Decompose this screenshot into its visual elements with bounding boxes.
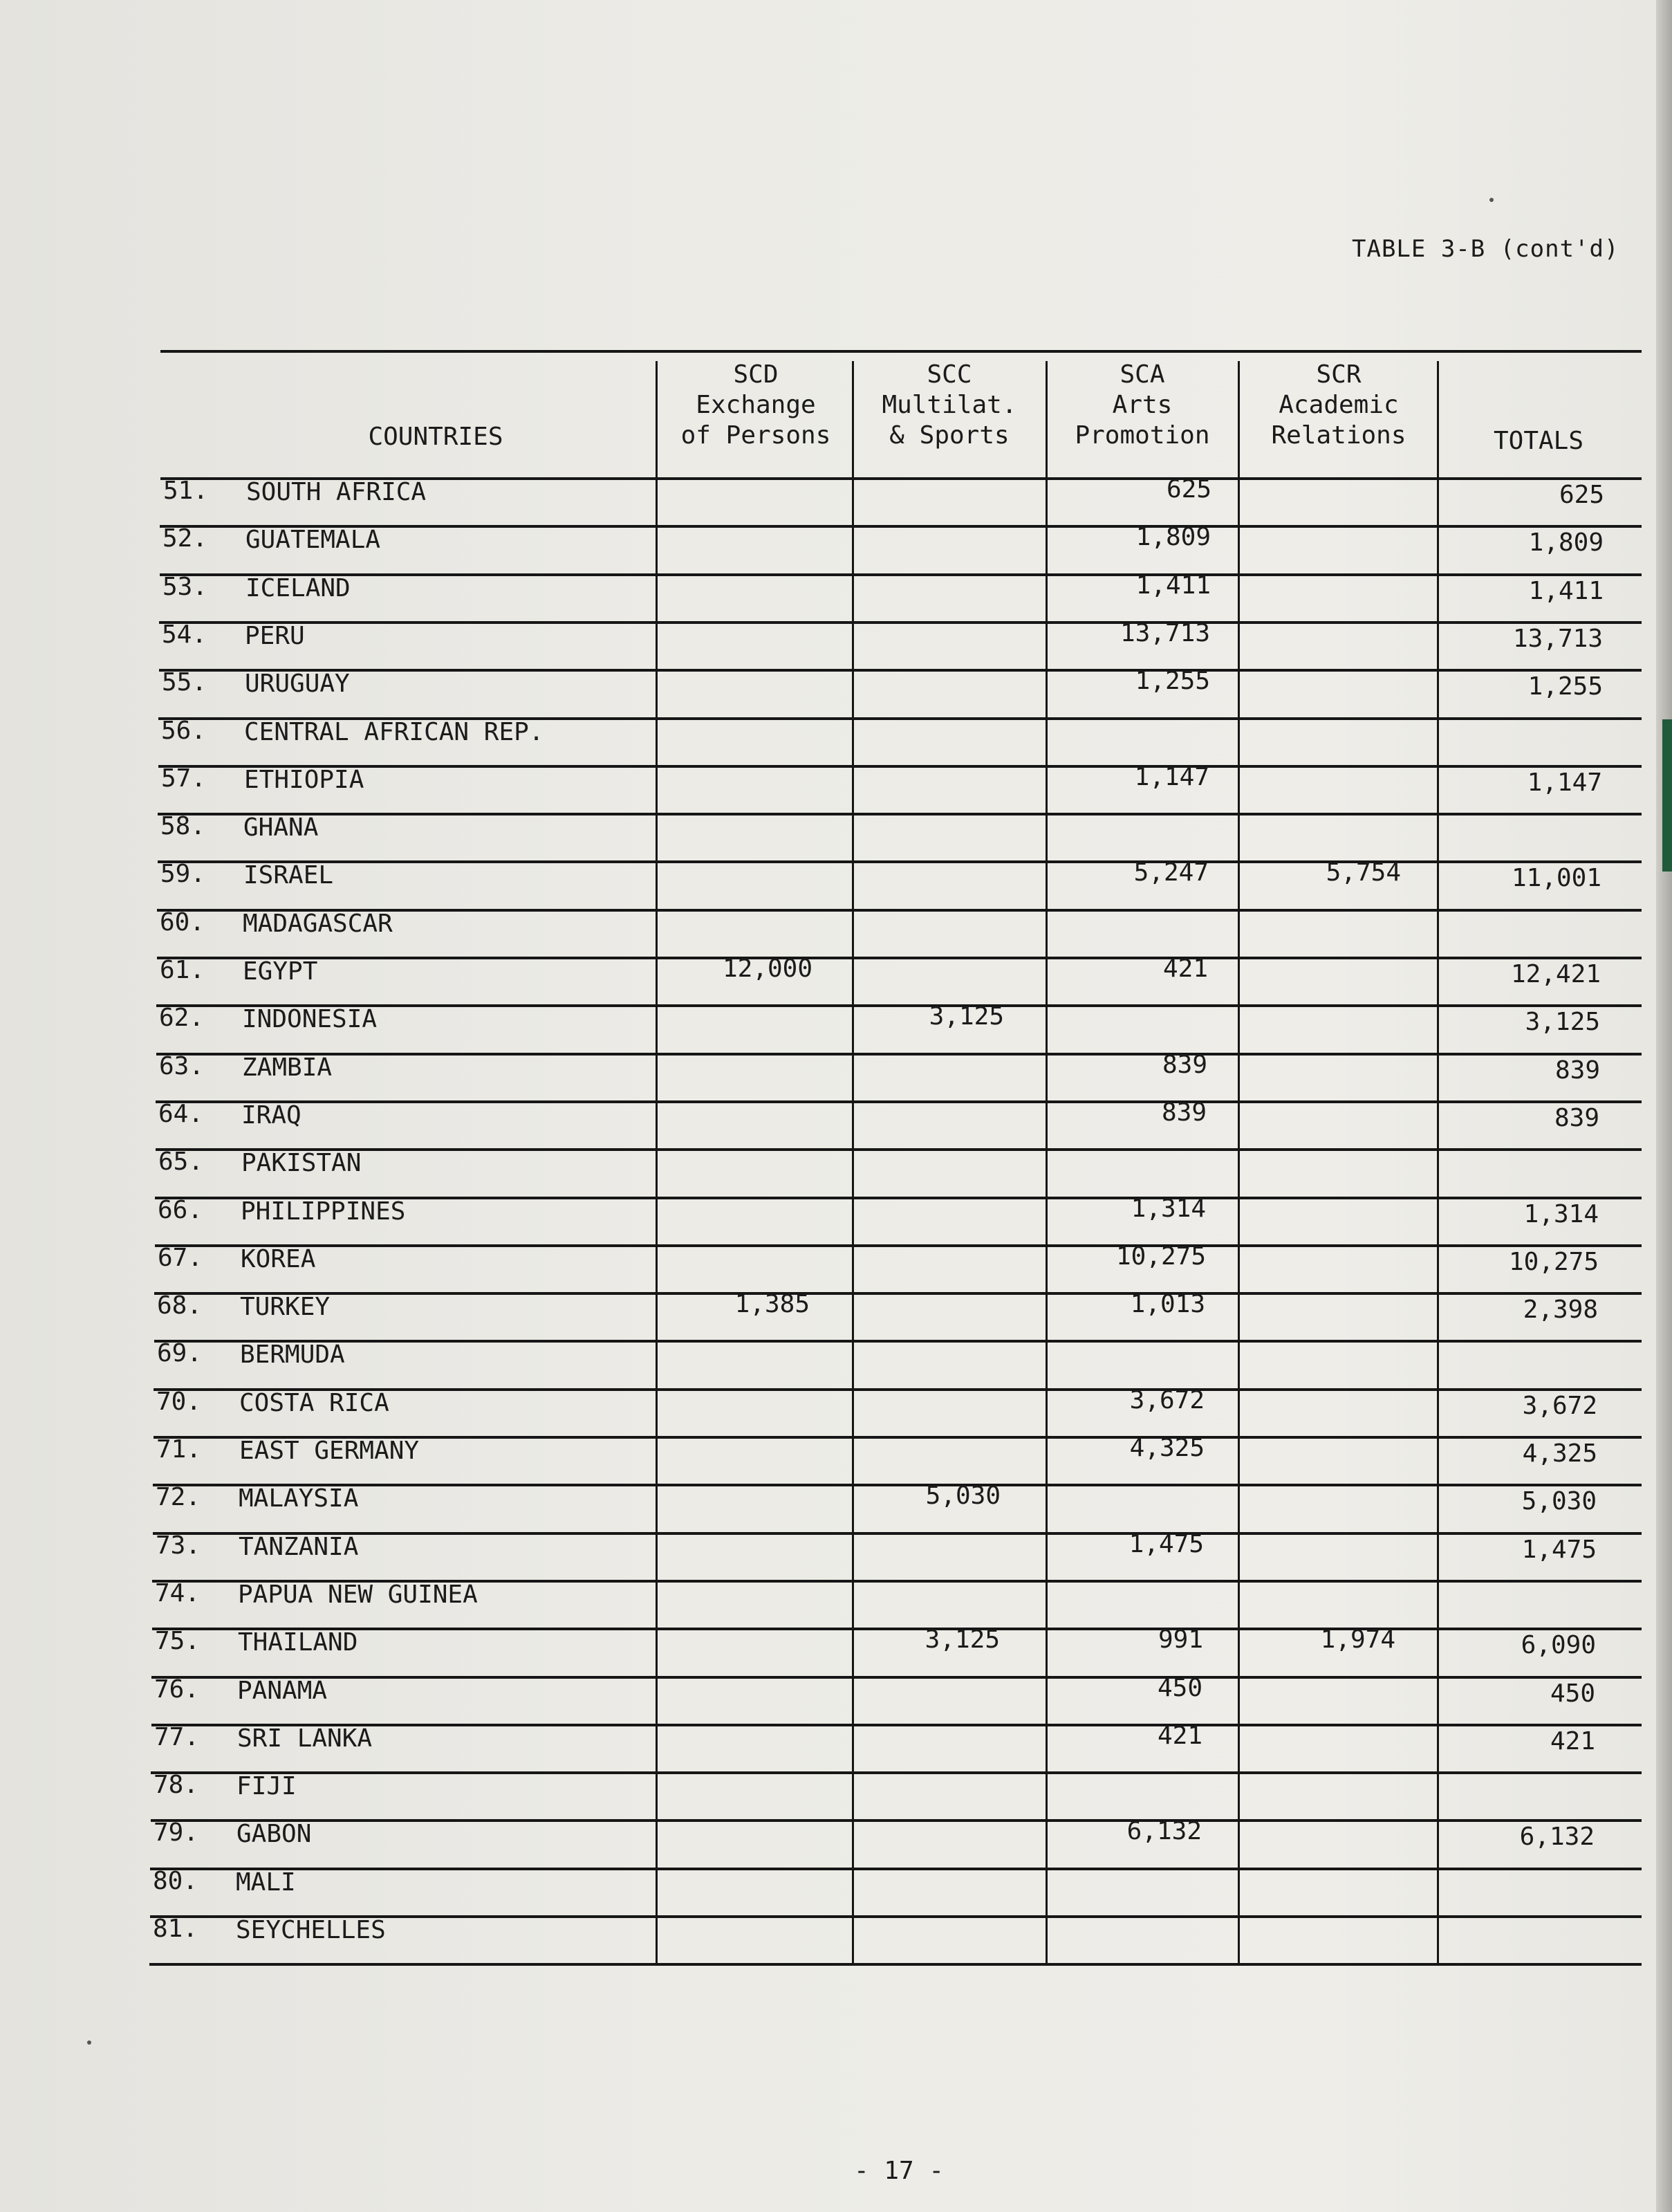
header-scr: SCR Academic Relations [1271, 360, 1406, 450]
header-scc: SCC Multilat. & Sports [882, 360, 1017, 450]
scd-value: 12,000 [722, 955, 812, 983]
country-name: BERMUDA [240, 1340, 345, 1370]
total-value: 5,030 [1521, 1487, 1597, 1516]
sca-value: 1,147 [1134, 762, 1209, 791]
page-number: - 17 - [853, 2157, 945, 2185]
sca-value: 6,132 [1126, 1817, 1202, 1846]
country-name: GHANA [243, 813, 319, 842]
row-rule [156, 1100, 1642, 1103]
total-value: 10,275 [1508, 1247, 1599, 1276]
total-value: 1,475 [1521, 1535, 1597, 1564]
total-value: 13,713 [1512, 624, 1603, 653]
scc-value: 5,030 [925, 1482, 1001, 1511]
country-name: SOUTH AFRICA [246, 478, 427, 506]
scd-value: 1,385 [734, 1290, 810, 1319]
row-number: 64. [158, 1099, 204, 1128]
row-number: 65. [158, 1148, 204, 1177]
column-rule [656, 361, 658, 1963]
header-countries: COUNTRIES [368, 423, 503, 451]
country-name: PERU [245, 621, 305, 650]
sca-value: 450 [1157, 1673, 1202, 1702]
row-number: 77. [154, 1722, 200, 1751]
row-rule [156, 1053, 1642, 1056]
row-number: 68. [157, 1291, 203, 1320]
row-rule [151, 1676, 1642, 1679]
row-rule [157, 957, 1642, 959]
row-number: 62. [159, 1004, 205, 1033]
row-number: 55. [162, 668, 207, 697]
total-value: 6,132 [1519, 1823, 1595, 1852]
row-number: 76. [154, 1675, 200, 1704]
country-name: ETHIOPIA [244, 765, 364, 794]
row-rule [159, 621, 1642, 624]
row-number: 51. [163, 477, 209, 505]
total-value: 839 [1554, 1103, 1599, 1132]
row-number: 52. [162, 524, 208, 553]
row-number: 72. [156, 1483, 201, 1512]
sca-value: 3,672 [1129, 1385, 1205, 1414]
country-name: ZAMBIA [242, 1053, 333, 1082]
row-rule [160, 525, 1642, 528]
sca-value: 421 [1157, 1721, 1202, 1750]
row-number: 75. [155, 1627, 201, 1656]
country-name: PAKISTAN [241, 1149, 362, 1178]
sca-value: 1,411 [1135, 571, 1211, 600]
country-name: PHILIPPINES [241, 1197, 406, 1226]
sca-value: 1,013 [1130, 1290, 1205, 1319]
scc-value: 3,125 [929, 1002, 1004, 1031]
country-name: IRAQ [241, 1100, 301, 1130]
total-value: 4,325 [1522, 1439, 1597, 1468]
scc-value: 3,125 [925, 1625, 1000, 1655]
total-value: 11,001 [1511, 864, 1601, 893]
row-number: 58. [160, 812, 206, 841]
column-rule [852, 361, 854, 1963]
sca-value: 10,275 [1115, 1242, 1206, 1271]
scr-value: 5,754 [1326, 858, 1401, 887]
row-rule [158, 765, 1642, 768]
sca-value: 991 [1158, 1625, 1203, 1655]
total-value: 421 [1550, 1726, 1595, 1755]
country-name: EGYPT [243, 957, 318, 986]
country-name: TANZANIA [239, 1532, 359, 1561]
sca-value: 1,809 [1135, 523, 1211, 552]
row-number: 54. [162, 620, 207, 649]
row-rule [149, 1963, 1642, 1966]
row-number: 53. [162, 572, 208, 601]
country-name: GABON [236, 1820, 312, 1849]
sca-value: 421 [1162, 955, 1208, 983]
total-value: 450 [1550, 1679, 1595, 1708]
row-rule [158, 813, 1642, 815]
row-number: 60. [160, 907, 205, 937]
row-number: 56. [161, 716, 207, 745]
row-number: 57. [161, 764, 207, 793]
row-rule [153, 1532, 1642, 1535]
row-number: 61. [160, 956, 205, 984]
country-name: FIJI [236, 1772, 297, 1801]
country-name: URUGUAY [245, 670, 350, 699]
total-value: 2,398 [1523, 1296, 1598, 1325]
total-value: 12,421 [1510, 960, 1601, 988]
row-rule [155, 1244, 1642, 1247]
sca-value: 5,247 [1133, 858, 1209, 887]
row-number: 67. [158, 1243, 203, 1272]
row-rule [151, 1724, 1642, 1726]
total-value: 1,147 [1527, 768, 1602, 797]
country-name: TURKEY [240, 1293, 331, 1322]
sca-value: 839 [1161, 1098, 1207, 1127]
sca-value: 839 [1162, 1050, 1207, 1079]
row-number: 79. [154, 1818, 199, 1847]
country-name: ISRAEL [243, 861, 334, 890]
row-number: 66. [158, 1195, 203, 1224]
row-number: 71. [156, 1435, 202, 1464]
row-number: 70. [156, 1387, 202, 1416]
country-name: PAPUA NEW GUINEA [238, 1580, 478, 1609]
total-value: 3,672 [1522, 1391, 1597, 1420]
row-number: 63. [159, 1051, 205, 1080]
header-scd: SCD Exchange of Persons [680, 360, 831, 450]
row-rule [151, 1771, 1642, 1774]
row-rule [154, 1292, 1642, 1295]
row-rule [154, 1340, 1642, 1343]
row-number: 69. [157, 1339, 203, 1368]
row-rule [158, 860, 1642, 863]
total-value: 1,809 [1528, 528, 1604, 557]
country-name: MALI [236, 1868, 296, 1897]
speck [1489, 198, 1494, 202]
country-name: SEYCHELLES [236, 1916, 386, 1944]
sca-value: 4,325 [1129, 1434, 1205, 1462]
row-number: 81. [153, 1915, 198, 1943]
sca-value: 1,255 [1135, 667, 1210, 696]
row-rule [159, 669, 1642, 672]
table-top-rule [160, 350, 1642, 353]
scr-value: 1,974 [1320, 1625, 1395, 1655]
header-sca: SCA Arts Promotion [1075, 360, 1210, 450]
row-number: 80. [153, 1866, 198, 1895]
total-value: 839 [1554, 1056, 1600, 1085]
country-name: INDONESIA [242, 1005, 378, 1034]
row-number: 59. [160, 860, 206, 889]
country-name: GUATEMALA [245, 526, 381, 555]
country-name: CENTRAL AFRICAN REP. [244, 717, 544, 746]
row-rule [150, 1868, 1642, 1870]
header-totals: TOTALS [1493, 427, 1584, 455]
total-value: 1,411 [1528, 576, 1604, 605]
sca-value: 1,314 [1131, 1194, 1206, 1223]
speck [87, 2040, 91, 2045]
row-rule [156, 1148, 1642, 1151]
total-value: 3,125 [1525, 1008, 1600, 1037]
column-rule [1238, 361, 1240, 1963]
total-value: 1,314 [1523, 1199, 1599, 1228]
country-name: EAST GERMANY [239, 1437, 420, 1465]
country-name: SRI LANKA [237, 1724, 373, 1753]
sca-value: 625 [1166, 475, 1211, 504]
row-number: 78. [154, 1771, 199, 1800]
table-label: TABLE 3-B (cont'd) [1352, 235, 1619, 263]
row-rule [151, 1819, 1642, 1822]
country-name: THAILAND [238, 1628, 358, 1657]
country-name: MADAGASCAR [243, 909, 393, 938]
total-value: 6,090 [1521, 1631, 1596, 1660]
country-name: COSTA RICA [239, 1388, 389, 1417]
country-name: MALAYSIA [239, 1484, 359, 1513]
sca-value: 13,713 [1120, 618, 1210, 647]
country-name: KOREA [241, 1244, 316, 1273]
country-name: PANAMA [237, 1676, 328, 1705]
row-number: 74. [155, 1578, 201, 1607]
row-rule [160, 573, 1642, 576]
row-number: 73. [156, 1531, 201, 1560]
total-value: 625 [1559, 481, 1604, 509]
sca-value: 1,475 [1128, 1529, 1204, 1558]
country-name: ICELAND [245, 573, 351, 602]
total-value: 1,255 [1527, 672, 1603, 701]
